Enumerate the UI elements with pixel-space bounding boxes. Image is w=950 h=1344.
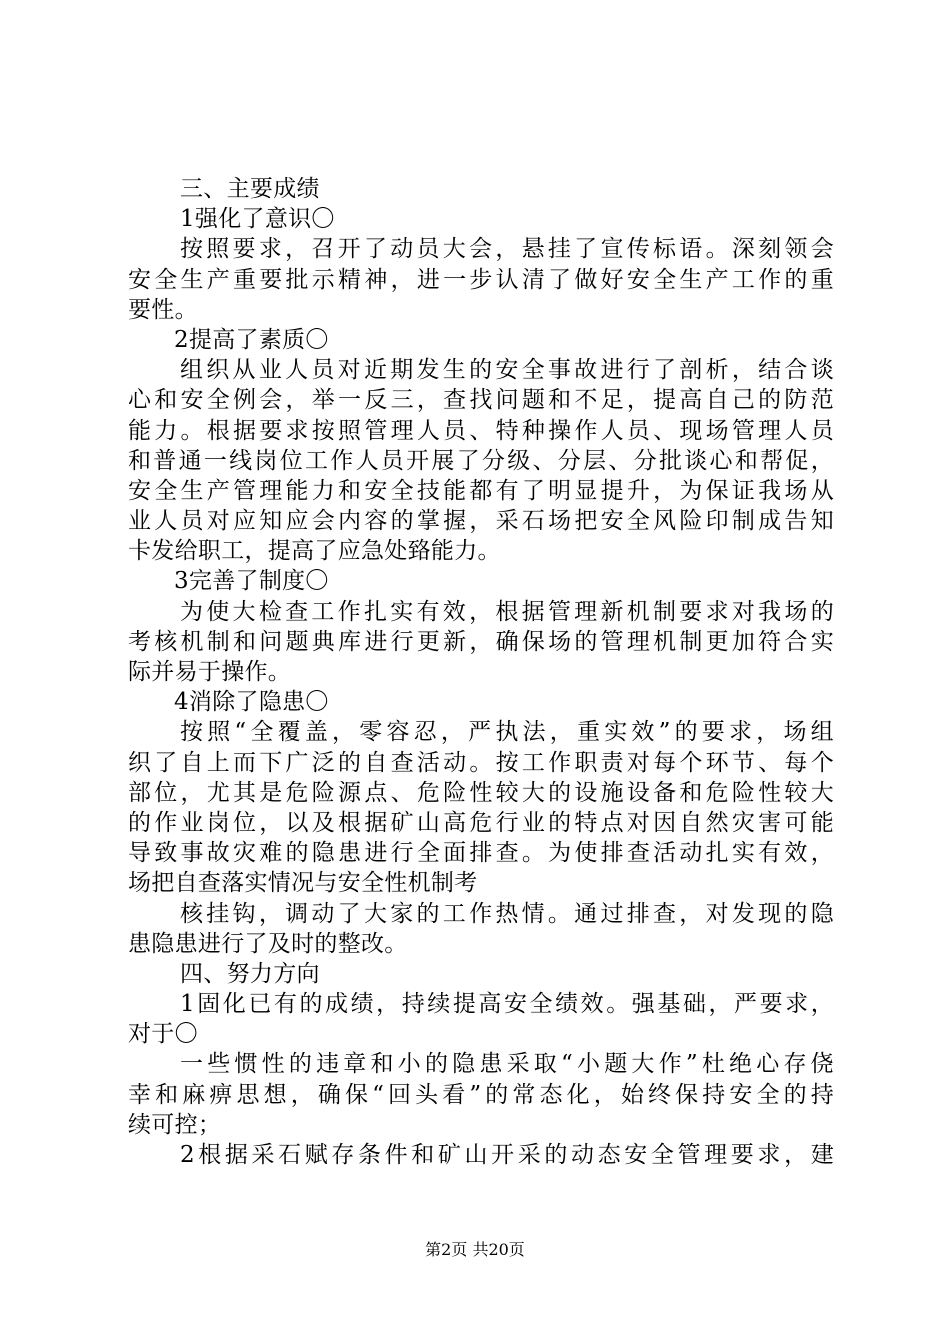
text-line: 为使大检查工作扎实有效，根据管理新机制要求对我场的 [180, 598, 834, 625]
text-line: 和普通一线岗位工作人员开展了分级、分层、分批谈心和帮促， [128, 447, 834, 474]
text-line: 续可控； [128, 1111, 222, 1138]
page-footer: 第2页 共20页 [425, 1240, 525, 1259]
text-line: 3完善了制度〇 [174, 568, 329, 595]
text-line: 心和安全例会，举一反三，查找问题和不足，提高自己的防范 [128, 387, 834, 414]
text-line: 卡发给职工，提高了应急处臵能力。 [128, 538, 501, 565]
text-line: 安全生产重要批示精神，进一步认清了做好安全生产工作的重 [128, 266, 834, 293]
text-line: 核挂钩，调动了大家的工作热情。通过排查，对发现的隐 [180, 900, 834, 927]
text-line: 1固化已有的成绩，持续提高安全绩效。强基础，严要求， [180, 991, 834, 1018]
text-line: 1强化了意识〇 [180, 206, 335, 233]
text-line: 4消除了隐患〇 [174, 689, 329, 716]
text-line: 组织从业人员对近期发生的安全事故进行了剖析，结合谈 [180, 357, 834, 384]
text-line: 2提高了素质〇 [174, 326, 329, 353]
text-line: 织了自上而下广泛的自查活动。按工作职责对每个环节、每个 [128, 749, 834, 776]
text-line: 要性。 [128, 296, 198, 323]
text-line: 一些惯性的违章和小的隐患采取“小题大作”杜绝心存侥 [180, 1051, 834, 1078]
text-line: 四、努力方向 [180, 960, 320, 987]
text-line: 安全生产管理能力和安全技能都有了明显提升，为保证我场从 [128, 477, 834, 504]
text-line: 导致事故灾难的隐患进行全面排查。为使排查活动扎实有效， [128, 840, 834, 867]
text-line: 对于〇 [128, 1021, 198, 1048]
text-line: 2根据采石赋存条件和矿山开采的动态安全管理要求，建 [180, 1142, 834, 1168]
text-line: 幸和麻痹思想，确保“回头看”的常态化，始终保持安全的持 [128, 1081, 834, 1108]
text-line: 三、主要成绩 [180, 176, 320, 202]
text-line: 部位，尤其是危险源点、危险性较大的设施设备和危险性较大 [128, 779, 834, 806]
text-line: 按照“全覆盖，零容忍，严执法，重实效”的要求，场组 [180, 719, 834, 746]
text-line: 能力。根据要求按照管理人员、特种操作人员、现场管理人员 [128, 417, 834, 444]
text-line: 场把自查落实情况与安全性机制考 [128, 870, 478, 897]
text-line: 的作业岗位，以及根据矿山高危行业的特点对因自然灾害可能 [128, 809, 834, 836]
text-line: 考核机制和问题典库进行更新，确保场的管理机制更加符合实 [128, 628, 834, 655]
text-line: 际并易于操作。 [128, 659, 292, 685]
text-line: 按照要求，召开了动员大会，悬挂了宣传标语。深刻领会 [180, 236, 834, 263]
text-line: 患隐患进行了及时的整改。 [128, 930, 408, 957]
text-line: 业人员对应知应会内容的掌握，采石场把安全风险印制成告知 [128, 508, 834, 535]
document-body [128, 174, 834, 1170]
